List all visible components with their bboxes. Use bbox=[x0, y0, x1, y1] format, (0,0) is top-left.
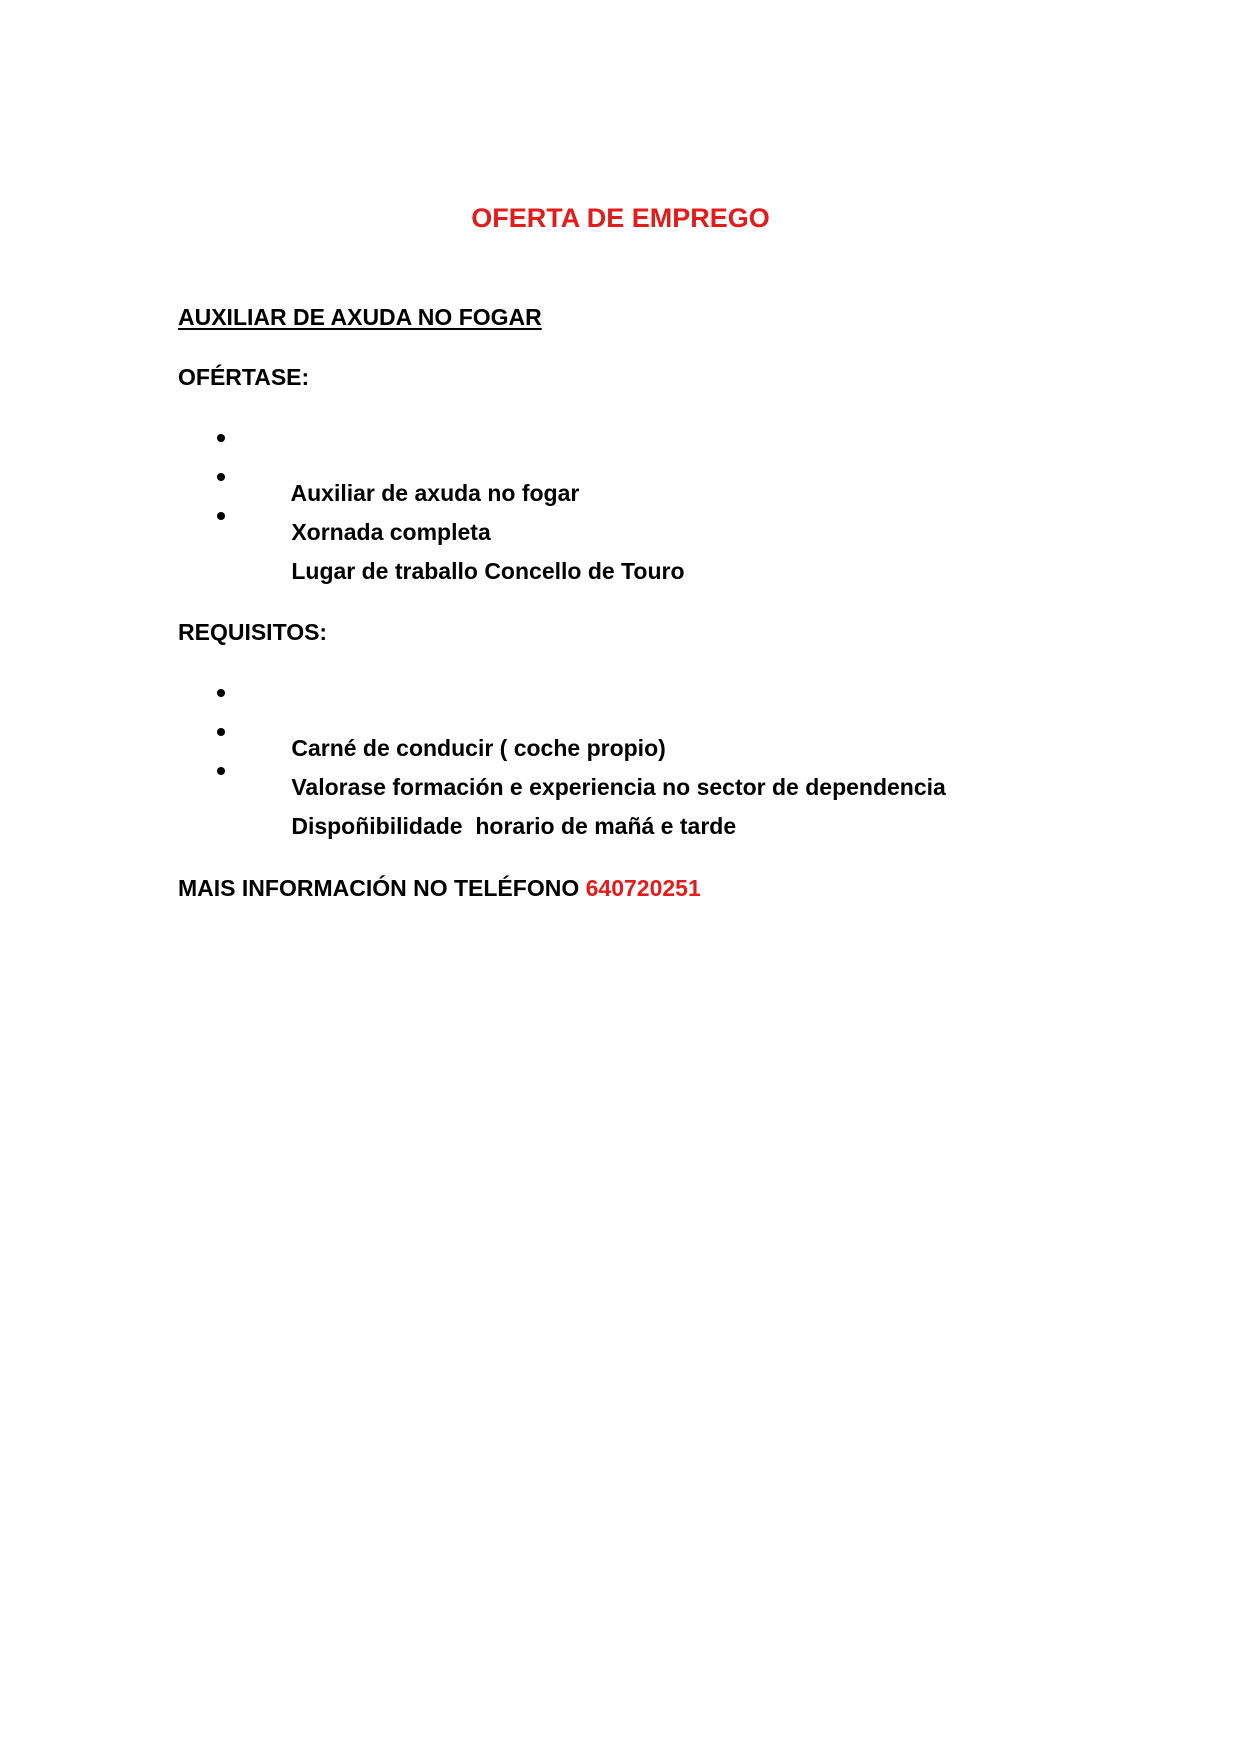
bullet-icon bbox=[217, 728, 225, 736]
job-title: AUXILIAR DE AXUDA NO FOGAR bbox=[178, 304, 542, 330]
bullet-icon bbox=[217, 473, 225, 481]
requirements-list bbox=[178, 678, 946, 839]
contact-label: MAIS INFORMACIÓN NO TELÉFONO bbox=[178, 875, 586, 901]
list-item-text: Auxiliar de axuda no fogar bbox=[290, 480, 580, 506]
list-item-text: Dispoñibilidade horario de mañá e tarde bbox=[291, 813, 737, 839]
bullet-icon bbox=[217, 767, 225, 775]
phone-number: 640720251 bbox=[585, 875, 701, 901]
list-item bbox=[178, 423, 685, 506]
bullet-icon bbox=[217, 512, 225, 520]
list-item bbox=[178, 501, 685, 584]
list-item bbox=[178, 462, 685, 545]
list-item bbox=[178, 678, 946, 761]
list-item bbox=[178, 717, 946, 800]
offer-list bbox=[178, 423, 685, 584]
list-item-text: Carné de conducir ( coche propio) bbox=[291, 735, 666, 761]
contact-line bbox=[178, 874, 701, 902]
requirements-heading: REQUISITOS: bbox=[178, 619, 328, 645]
page-title: OFERTA DE EMPREGO bbox=[471, 203, 770, 233]
list-item-text: Lugar de traballo Concello de Touro bbox=[291, 558, 685, 584]
list-item-text: Valorase formación e experiencia no sector de dependencia bbox=[291, 774, 946, 800]
bullet-icon bbox=[217, 689, 225, 697]
bullet-icon bbox=[217, 434, 225, 442]
offer-heading: OFÉRTASE: bbox=[178, 364, 310, 390]
list-item bbox=[178, 756, 946, 839]
list-item-text: Xornada completa bbox=[291, 519, 491, 545]
